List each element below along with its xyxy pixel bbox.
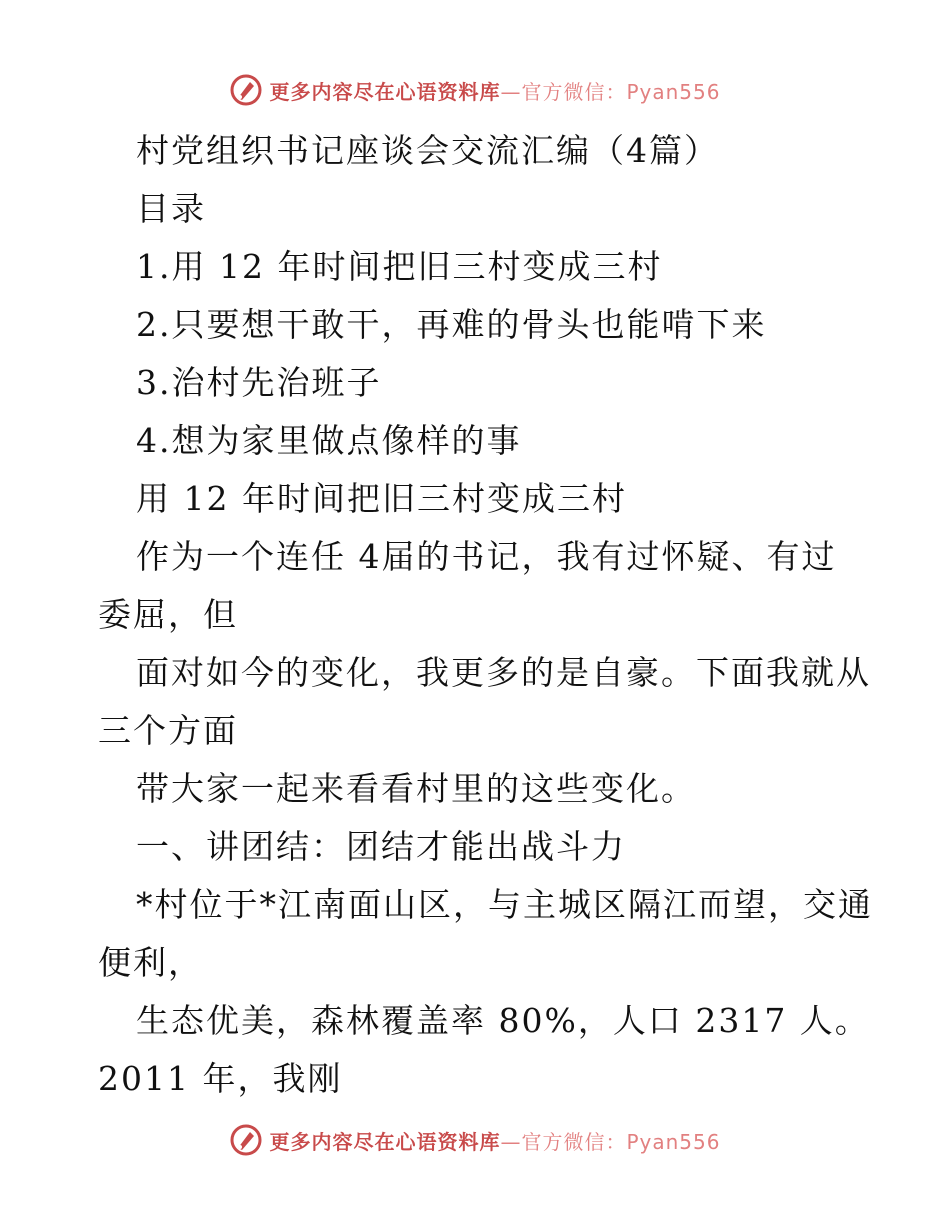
toc-item: 4.想为家里做点像样的事 bbox=[136, 421, 522, 460]
toc-item: 1.用 12 年时间把旧三村变成三村 bbox=[136, 247, 663, 286]
document-title: 村党组织书记座谈会交流汇编（4篇） bbox=[136, 131, 719, 170]
paragraph-line: 便利， bbox=[98, 943, 203, 982]
section-title: 用 12 年时间把旧三村变成三村 bbox=[136, 479, 627, 518]
banner-main-text: 更多内容尽在心语资料库 bbox=[269, 79, 501, 104]
toc-heading: 目录 bbox=[136, 189, 206, 228]
document-body bbox=[98, 122, 873, 1108]
banner-contact-text: —官方微信：Pyan556 bbox=[500, 1129, 721, 1154]
pen-nib-logo-icon bbox=[229, 1123, 263, 1157]
paragraph-line: 作为一个连任 4届的书记，我有过怀疑、有过 bbox=[136, 537, 837, 576]
subsection-heading: 一、讲团结：团结才能出战斗力 bbox=[136, 827, 626, 866]
paragraph-line: *村位于*江南面山区，与主城区隔江而望，交通 bbox=[136, 885, 873, 924]
banner-main-text: 更多内容尽在心语资料库 bbox=[269, 1129, 501, 1154]
toc-item: 2.只要想干敢干，再难的骨头也能啃下来 bbox=[136, 305, 767, 344]
header-watermark-banner bbox=[0, 70, 950, 110]
banner-contact-text: —官方微信：Pyan556 bbox=[500, 79, 721, 104]
paragraph-line: 三个方面 bbox=[98, 711, 238, 750]
paragraph-line: 2011 年，我刚 bbox=[98, 1059, 343, 1098]
pen-nib-logo-icon bbox=[229, 73, 263, 107]
paragraph-line: 生态优美，森林覆盖率 80%，人口 2317 人。 bbox=[136, 1001, 870, 1040]
paragraph-line: 面对如今的变化，我更多的是自豪。下面我就从 bbox=[136, 653, 871, 692]
paragraph-line: 带大家一起来看看村里的这些变化。 bbox=[136, 769, 696, 808]
paragraph-line: 委屈，但 bbox=[98, 595, 238, 634]
toc-item: 3.治村先治班子 bbox=[136, 363, 382, 402]
footer-watermark-banner bbox=[0, 1120, 950, 1160]
